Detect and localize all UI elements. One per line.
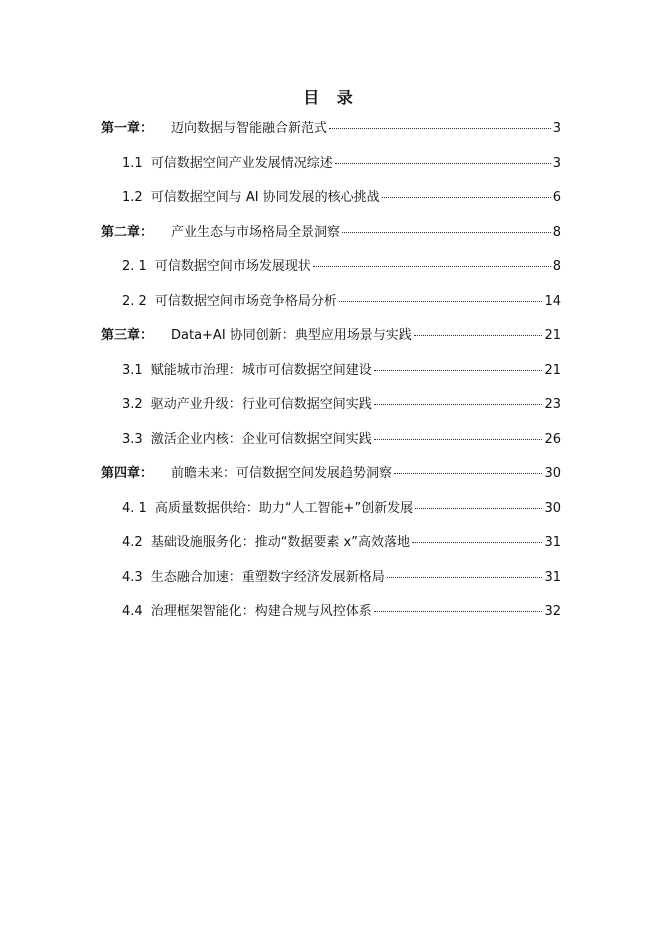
toc-chapter-entry[interactable] bbox=[101, 224, 561, 242]
toc-chapter-entry[interactable] bbox=[101, 120, 561, 138]
toc-entry-number: 4.4 bbox=[122, 604, 143, 619]
toc-entry-number: 3.2 bbox=[122, 397, 143, 412]
toc-page-number: 14 bbox=[544, 293, 561, 309]
toc-page-number: 8 bbox=[552, 224, 561, 240]
toc-page-number: 30 bbox=[544, 466, 561, 481]
toc-section-entry[interactable] bbox=[122, 603, 561, 621]
toc-dot-leader bbox=[394, 473, 542, 474]
toc-section-entry[interactable] bbox=[122, 293, 561, 311]
toc-dot-leader bbox=[374, 439, 543, 440]
toc-entry-title: 产业生态与市场格局全景洞察 bbox=[171, 224, 341, 240]
toc-page-number: 21 bbox=[544, 328, 561, 343]
toc-entry-title: 治理框架智能化：构建合规与风控体系 bbox=[150, 604, 372, 619]
toc-chapter-entry[interactable] bbox=[101, 465, 561, 483]
toc-section-entry[interactable] bbox=[122, 189, 561, 207]
toc-entry-number: 3.1 bbox=[122, 362, 143, 378]
toc-entry-title: 可信数据空间产业发展情况综述 bbox=[150, 155, 333, 171]
toc-entry-number: 3.3 bbox=[122, 431, 143, 447]
toc-section-entry[interactable] bbox=[122, 155, 561, 173]
toc-section-entry[interactable] bbox=[122, 258, 561, 276]
toc-page-number: 8 bbox=[552, 259, 561, 274]
toc-entry-title: 生态融合加速：重塑数字经济发展新格局 bbox=[150, 569, 385, 585]
toc-title: 目 录 bbox=[303, 88, 359, 107]
toc-dot-leader bbox=[342, 232, 551, 233]
toc-entry-title: 驱动产业升级：行业可信数据空间实践 bbox=[150, 397, 372, 412]
toc-page-number: 31 bbox=[544, 569, 561, 585]
toc-entry-number: 1.1 bbox=[122, 155, 143, 171]
toc-entry-number: 第三章： bbox=[101, 328, 154, 343]
toc-dot-leader bbox=[313, 266, 551, 267]
toc-entry-title: 可信数据空间市场竞争格局分析 bbox=[154, 293, 337, 309]
toc-entry-number: 2. 2 bbox=[122, 293, 147, 309]
toc-entry-title: 迈向数据与智能融合新范式 bbox=[171, 121, 328, 136]
toc-dot-leader bbox=[415, 508, 542, 509]
toc-section-entry[interactable] bbox=[122, 362, 561, 380]
toc-page-number: 32 bbox=[544, 604, 561, 619]
toc-entry-number: 4. 1 bbox=[122, 500, 147, 516]
toc-page-number: 3 bbox=[552, 155, 561, 171]
toc-dot-leader bbox=[339, 301, 543, 302]
toc-dot-leader bbox=[382, 197, 551, 198]
toc-dot-leader bbox=[335, 163, 551, 164]
toc-section-entry[interactable] bbox=[122, 431, 561, 449]
toc-entry-title: 高质量数据供给：助力“人工智能+”创新发展 bbox=[154, 500, 414, 516]
toc-dot-leader bbox=[387, 577, 543, 578]
toc-entry-number: 第二章： bbox=[101, 224, 154, 240]
toc-page-number: 6 bbox=[552, 190, 561, 205]
toc-entry-title: 前瞻未来：可信数据空间发展趋势洞察 bbox=[171, 466, 393, 481]
toc-section-entry[interactable] bbox=[122, 396, 561, 414]
toc-entry-title: 激活企业内核：企业可信数据空间实践 bbox=[150, 431, 372, 447]
toc-page-number: 30 bbox=[544, 500, 561, 516]
toc-page-number: 26 bbox=[544, 431, 561, 447]
toc-entry-title: 赋能城市治理：城市可信数据空间建设 bbox=[150, 362, 372, 378]
toc-entry-number: 4.3 bbox=[122, 569, 143, 585]
toc-entry-number: 2. 1 bbox=[122, 259, 147, 274]
toc-entry-number: 1.2 bbox=[122, 190, 143, 205]
toc-entry-title: 可信数据空间与 AI 协同发展的核心挑战 bbox=[150, 190, 380, 205]
toc-dot-leader bbox=[374, 370, 543, 371]
toc-page-number: 31 bbox=[544, 535, 561, 550]
toc-dot-leader bbox=[374, 404, 543, 405]
toc-page-number: 23 bbox=[544, 397, 561, 412]
toc-entry-number: 第四章： bbox=[101, 466, 154, 481]
toc-page-number: 3 bbox=[552, 121, 561, 136]
toc-entry-number: 第一章： bbox=[101, 121, 154, 136]
toc-entry-title: Data+AI 协同创新：典型应用场景与实践 bbox=[171, 328, 412, 343]
toc-chapter-entry[interactable] bbox=[101, 327, 561, 345]
toc-section-entry[interactable] bbox=[122, 534, 561, 552]
toc-page-number: 21 bbox=[544, 362, 561, 378]
toc-dot-leader bbox=[412, 542, 542, 543]
toc-entry-title: 可信数据空间市场发展现状 bbox=[154, 259, 311, 274]
toc-section-entry[interactable] bbox=[122, 569, 561, 587]
toc-dot-leader bbox=[374, 611, 543, 612]
toc-entry-title: 基础设施服务化：推动“数据要素 x”高效落地 bbox=[150, 535, 410, 550]
toc-entry-number: 4.2 bbox=[122, 535, 143, 550]
toc-dot-leader bbox=[414, 335, 543, 336]
toc-section-entry[interactable] bbox=[122, 500, 561, 518]
toc-dot-leader bbox=[329, 128, 551, 129]
